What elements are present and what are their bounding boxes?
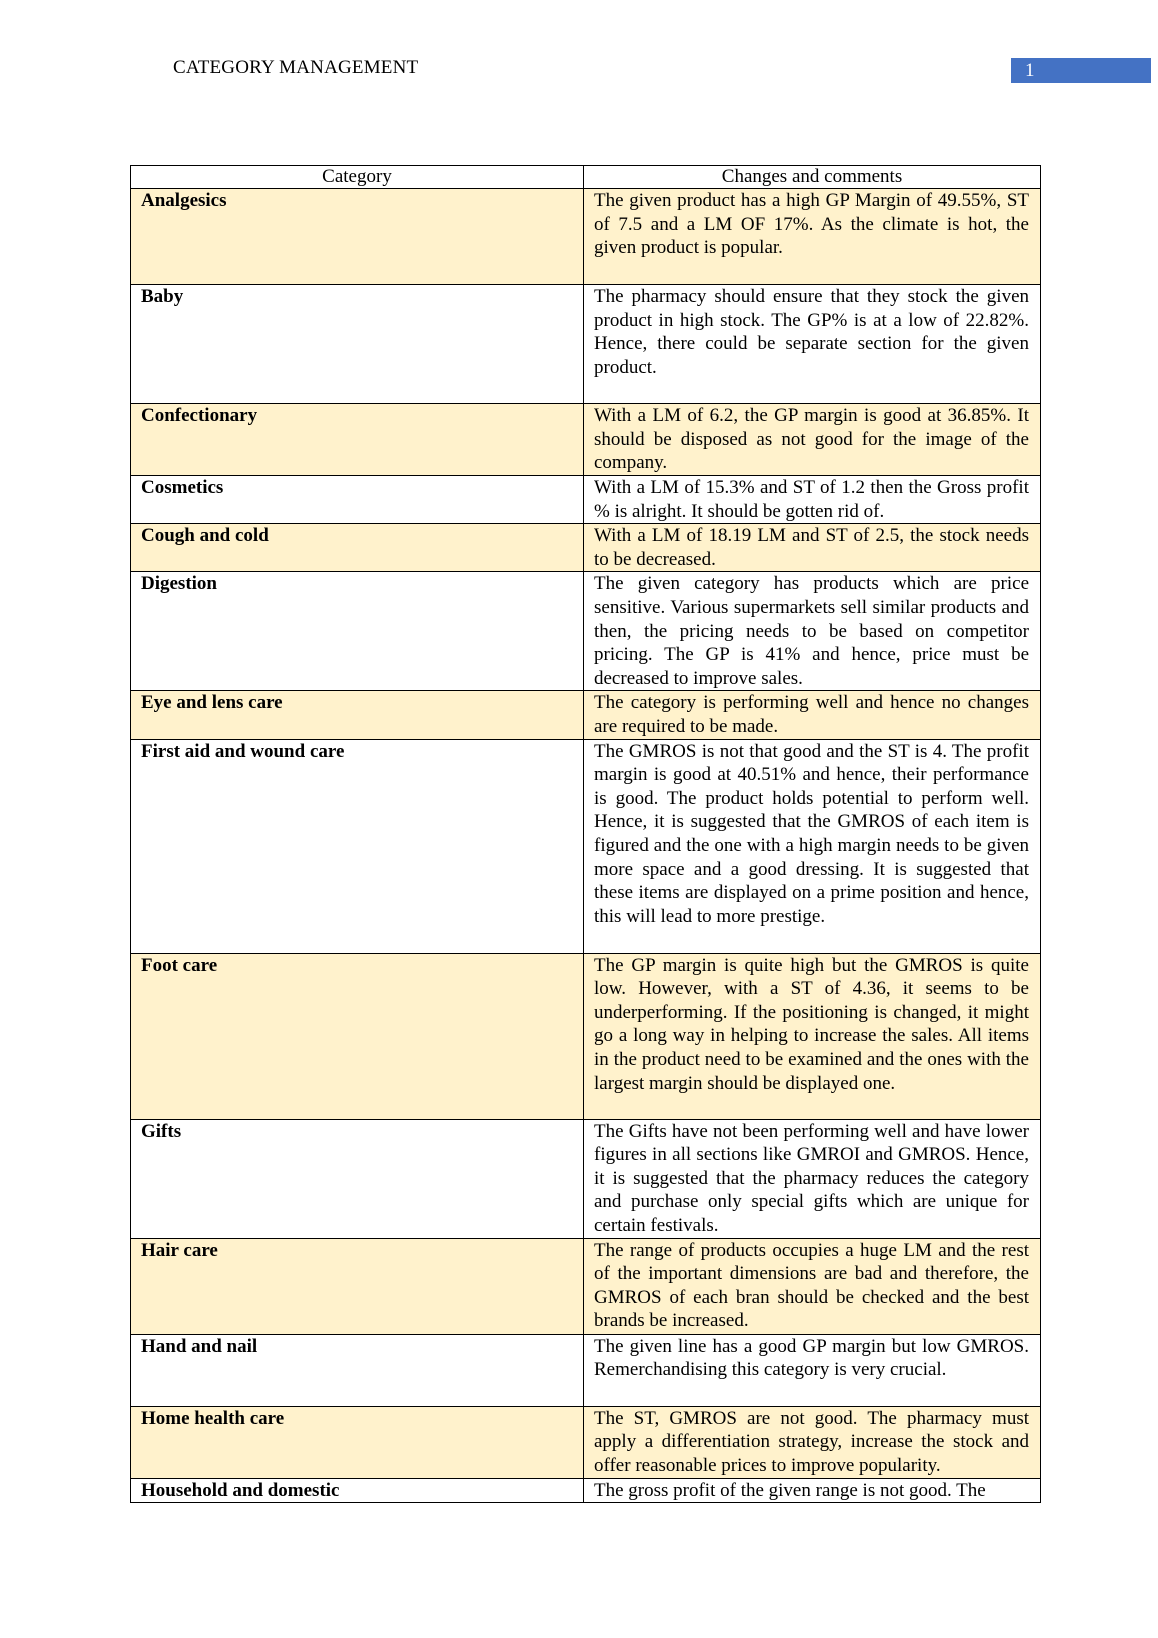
- comment-cell: The GP margin is quite high but the GMROS is quite low. However, with a ST of 4.36, it seems to be underperforming. If the positioning is changed, it might go a long way in helping to increase the sales. All items in the product need to be examined and the ones with the largest margin should be displayed one.: [584, 953, 1041, 1119]
- comment-cell: The given category has products which are price sensitive. Various supermarkets sell similar products and then, the pricing needs to be based on competitor pricing. The GP is 41% and hence, price must be decreased to improve sales.: [584, 572, 1041, 691]
- comment-cell: The ST, GMROS are not good. The pharmacy must apply a differentiation strategy, increase the stock and offer reasonable prices to improve popularity.: [584, 1406, 1041, 1478]
- category-cell: Eye and lens care: [131, 691, 584, 739]
- page-number-badge: 1: [1011, 58, 1151, 83]
- table-row: [131, 953, 1041, 1119]
- table-row: [131, 1119, 1041, 1238]
- category-cell: Gifts: [131, 1119, 584, 1238]
- category-cell: Household and domestic: [131, 1478, 584, 1503]
- table-row: [131, 691, 1041, 739]
- category-cell: Baby: [131, 285, 584, 404]
- category-cell: Home health care: [131, 1406, 584, 1478]
- category-cell: Confectionary: [131, 404, 584, 476]
- column-header-comments: Changes and comments: [584, 166, 1041, 189]
- table-row: [131, 404, 1041, 476]
- table-row: [131, 476, 1041, 524]
- comment-cell: With a LM of 15.3% and ST of 1.2 then the Gross profit % is alright. It should be gotten rid of.: [584, 476, 1041, 524]
- column-header-category: Category: [131, 166, 584, 189]
- table-row: [131, 1478, 1041, 1503]
- category-cell: Digestion: [131, 572, 584, 691]
- category-cell: Cough and cold: [131, 524, 584, 572]
- category-management-table: [130, 165, 1041, 1503]
- comment-cell: With a LM of 6.2, the GP margin is good at 36.85%. It should be disposed as not good for the image of the company.: [584, 404, 1041, 476]
- table-row: [131, 1406, 1041, 1478]
- comment-cell: The GMROS is not that good and the ST is 4. The profit margin is good at 40.51% and hence, their performance is good. The product holds potential to perform well. Hence, it is suggested that the GMROS of each item is figured and the one with a high margin needs to be given more space and a good dressing. It is suggested that these items are displayed on a prime position and hence, this will lead to more prestige.: [584, 739, 1041, 953]
- comment-cell: The Gifts have not been performing well and have lower figures in all sections like GMROI and GMROS. Hence, it is suggested that the pharmacy reduces the category and purchase only special gifts which are unique for certain festivals.: [584, 1119, 1041, 1238]
- table-header-row: [131, 166, 1041, 189]
- category-cell: Hand and nail: [131, 1334, 584, 1406]
- comment-cell: The given line has a good GP margin but low GMROS. Remerchandising this category is very crucial.: [584, 1334, 1041, 1406]
- comment-cell: The gross profit of the given range is not good. The: [584, 1478, 1041, 1503]
- table-row: [131, 189, 1041, 285]
- comment-cell: The given product has a high GP Margin of 49.55%, ST of 7.5 and a LM OF 17%. As the climate is hot, the given product is popular.: [584, 189, 1041, 285]
- category-cell: Foot care: [131, 953, 584, 1119]
- running-header-title: CATEGORY MANAGEMENT: [173, 57, 419, 78]
- table-row: [131, 285, 1041, 404]
- category-cell: Hair care: [131, 1238, 584, 1334]
- category-cell: Analgesics: [131, 189, 584, 285]
- category-cell: First aid and wound care: [131, 739, 584, 953]
- comment-cell: With a LM of 18.19 LM and ST of 2.5, the stock needs to be decreased.: [584, 524, 1041, 572]
- comment-cell: The range of products occupies a huge LM and the rest of the important dimensions are bad and therefore, the GMROS of each bran should be checked and the best brands be increased.: [584, 1238, 1041, 1334]
- table-row: [131, 1238, 1041, 1334]
- comment-cell: The pharmacy should ensure that they stock the given product in high stock. The GP% is at a low of 22.82%. Hence, there could be separate section for the given product.: [584, 285, 1041, 404]
- table-row: [131, 524, 1041, 572]
- table-row: [131, 572, 1041, 691]
- category-cell: Cosmetics: [131, 476, 584, 524]
- table-row: [131, 739, 1041, 953]
- table-row: [131, 1334, 1041, 1406]
- comment-cell: The category is performing well and hence no changes are required to be made.: [584, 691, 1041, 739]
